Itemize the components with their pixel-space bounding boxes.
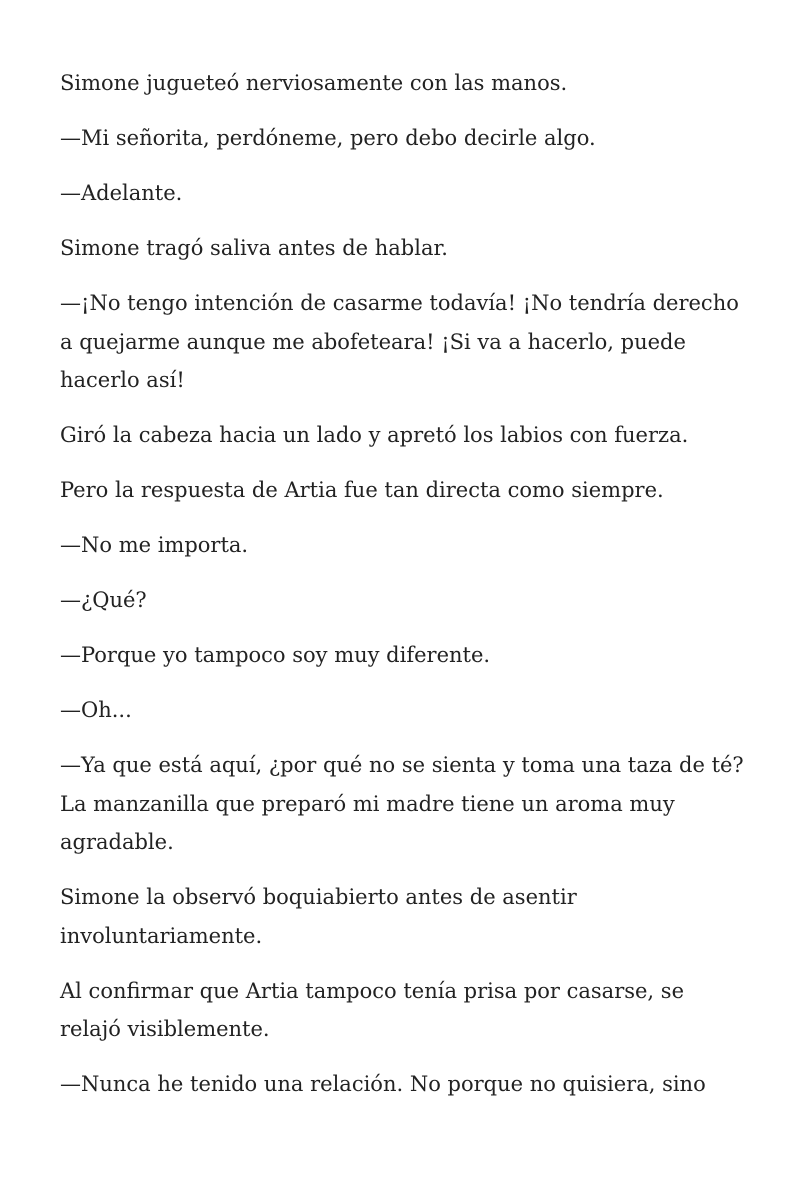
paragraph: Al confirmar que Artia tampoco tenía prisa por casarse, se relajó visiblemente. [60, 978, 684, 1041]
paragraph: —Ya que está aquí, ¿por qué no se sienta y toma una taza de té? La manzanilla que preparó mi madre tiene un aroma muy agradable. [60, 753, 744, 854]
paragraph: —Mi señorita, perdóneme, pero debo decirle algo. [60, 126, 596, 150]
paragraph: —¿Qué? [60, 588, 147, 612]
paragraph: —Nunca he tenido una relación. No porque no quisiera, sino [60, 1072, 706, 1096]
paragraph: Simone jugueteó nerviosamente con las manos. [60, 71, 568, 95]
paragraph: Simone tragó saliva antes de hablar. [60, 236, 448, 260]
paragraph: —No me importa. [60, 533, 249, 557]
paragraph: —Adelante. [60, 181, 183, 205]
paragraph: —¡No tengo intención de casarme todavía! ¡No tendría derecho a quejarme aunque me abofeteara! ¡Si va a hacerlo, puede hacerlo así! [60, 291, 739, 392]
paragraph: Giró la cabeza hacia un lado y apretó los labios con fuerza. [60, 423, 689, 447]
reading-page [60, 64, 750, 1120]
paragraph: Pero la respuesta de Artia fue tan directa como siempre. [60, 478, 664, 502]
paragraph: —Oh... [60, 698, 132, 722]
paragraph: —Porque yo tampoco soy muy diferente. [60, 643, 491, 667]
paragraph: Simone la observó boquiabierto antes de asentir involuntariamente. [60, 885, 577, 948]
